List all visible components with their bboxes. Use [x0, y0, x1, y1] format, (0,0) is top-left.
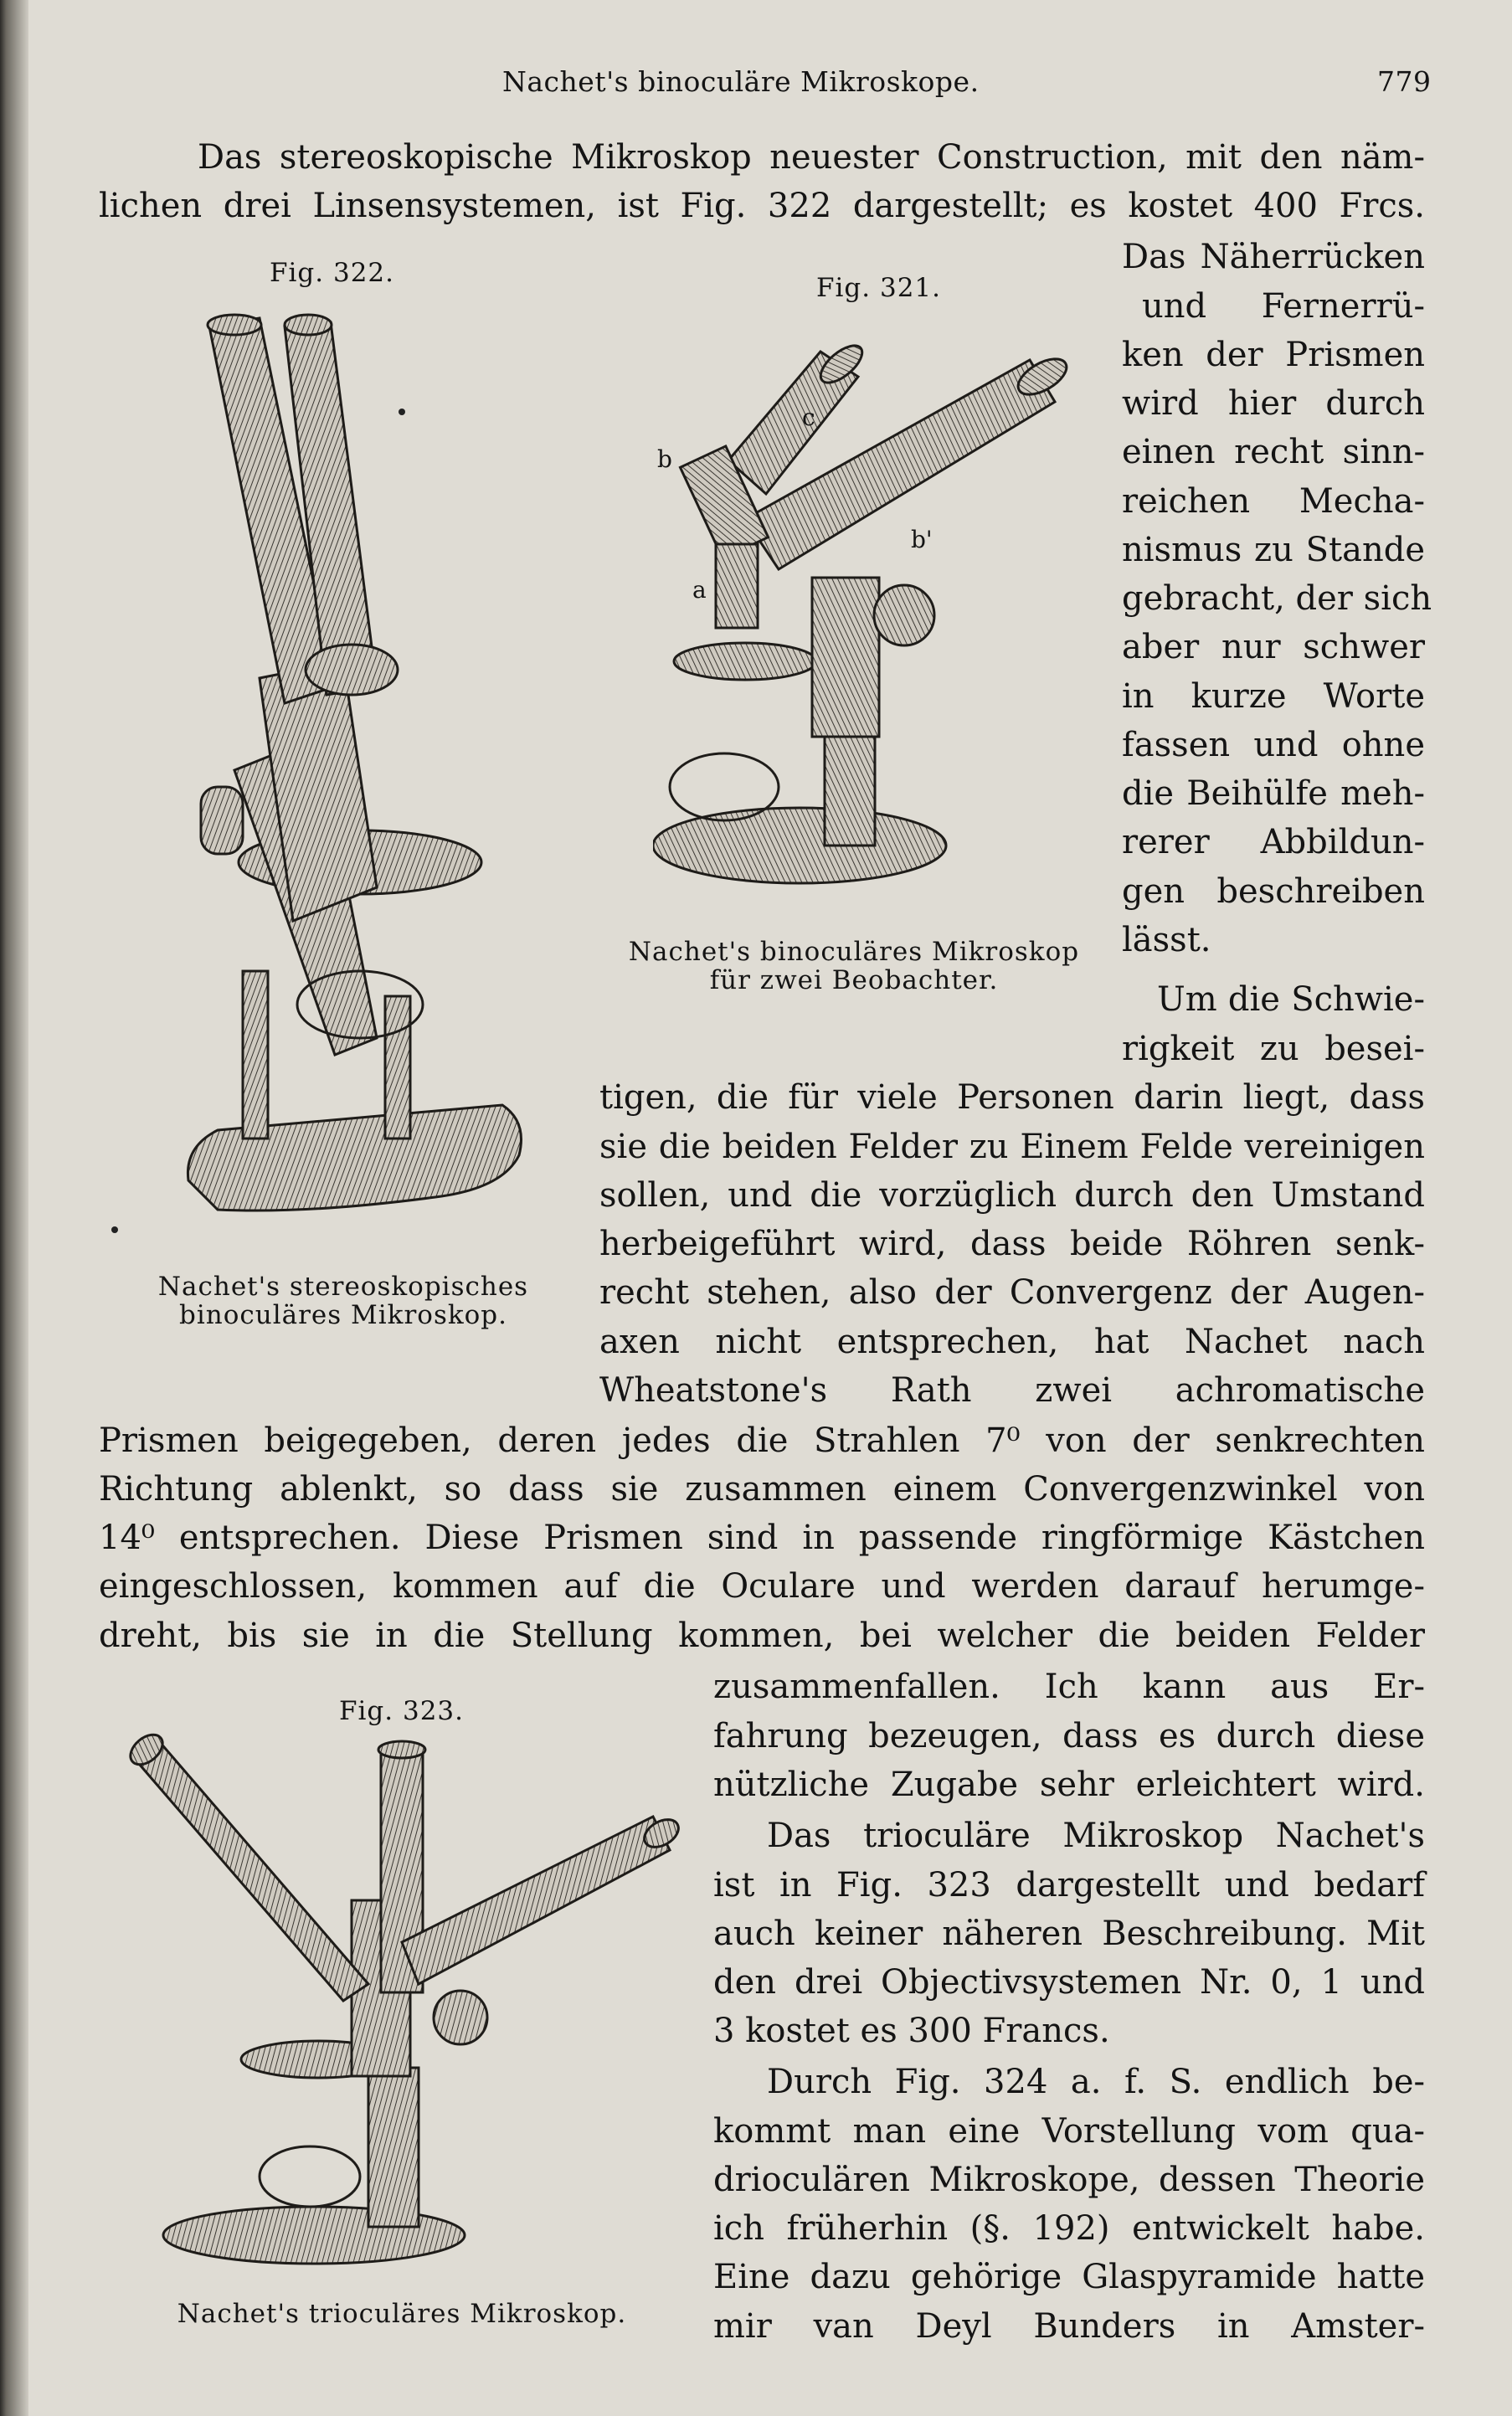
- text-line: einen recht sinn-: [1122, 433, 1425, 471]
- fig-322-caption: [117, 1272, 569, 1329]
- text-line: lichen drei Linsensystemen, ist Fig. 322 dargestellt; es kostet 400 Frcs.: [99, 187, 1425, 225]
- text-line: Das trioculäre Mikroskop Nachet's: [767, 1817, 1425, 1855]
- caption-line: für zwei Beobachter.: [709, 965, 999, 995]
- text-line: fahrung bezeugen, dass es durch diese: [713, 1717, 1425, 1755]
- text-line: Um die Schwie-: [1157, 980, 1425, 1019]
- text-line: tigen, die für viele Personen darin liegt, dass: [599, 1078, 1425, 1117]
- text-line: Wheatstone's Rath zwei achromatische: [599, 1371, 1425, 1410]
- text-line: nismus zu Stande: [1122, 531, 1425, 569]
- page-number: 779: [1377, 65, 1432, 98]
- text-line: Eine dazu gehörige Glaspyramide hatte: [713, 2258, 1425, 2296]
- text-line: den drei Objectivsystemen Nr. 0, 1 und: [713, 1963, 1425, 2002]
- text-line: kommt man eine Vorstellung vom qua-: [713, 2112, 1425, 2151]
- fig-321-letter-a: a: [692, 576, 707, 604]
- text-line: eingeschlossen, kommen auf die Oculare und werden darauf herumge-: [99, 1567, 1425, 1606]
- text-line: Prismen beigegeben, deren jedes die Strahlen 7⁰ von der senkrechten: [99, 1421, 1425, 1460]
- text-line: die Beihülfe meh-: [1122, 774, 1425, 813]
- text-line: und Fernerrü-: [1142, 287, 1425, 326]
- text-line: ist in Fig. 323 dargestellt und bedarf: [713, 1866, 1425, 1905]
- triocular-microscope-drawing: [126, 1733, 687, 2269]
- fig-322-illustration: [184, 301, 536, 1239]
- text-line: ich früherhin (§. 192) entwickelt habe.: [713, 2209, 1425, 2248]
- fig-321-letter-c: c: [802, 404, 815, 431]
- fig-323-illustration: [126, 1733, 687, 2269]
- fig-321-letter-b: b: [657, 445, 672, 473]
- text-line: in kurze Worte: [1122, 677, 1425, 716]
- fig-323-label: Fig. 323.: [339, 1696, 464, 1726]
- running-header-title: Nachet's binoculäre Mikroskope.: [502, 65, 980, 98]
- text-line: wird hier durch: [1122, 384, 1425, 423]
- text-line: reichen Mecha-: [1122, 482, 1425, 521]
- text-line: aber nur schwer: [1122, 628, 1425, 666]
- text-line: nützliche Zugabe sehr erleichtert wird.: [713, 1766, 1425, 1804]
- text-line: herbeigeführt wird, dass beide Röhren senk-: [599, 1225, 1425, 1263]
- fig-321-letter-b-prime: b': [911, 526, 933, 553]
- text-line: gen beschreiben: [1122, 872, 1425, 911]
- caption-line: Nachet's trioculäres Mikroskop.: [177, 2299, 627, 2329]
- speck: [111, 1226, 118, 1233]
- text-line: fassen und ohne: [1122, 726, 1425, 764]
- text-line: 3 kostet es 300 Francs.: [713, 2012, 1110, 2050]
- text-line: ken der Prismen: [1122, 336, 1425, 374]
- text-line: Das stereoskopische Mikroskop neuester Construction, mit den näm-: [198, 138, 1425, 177]
- text-line: mir van Deyl Bunders in Amster-: [713, 2307, 1425, 2346]
- text-line: recht stehen, also der Convergenz der Augen-: [599, 1273, 1425, 1312]
- caption-line: Nachet's binoculäres Mikroskop: [628, 937, 1080, 967]
- text-line: axen nicht entsprechen, hat Nachet nach: [599, 1323, 1425, 1361]
- text-line: lässt.: [1122, 921, 1211, 959]
- text-line: Richtung ablenkt, so dass sie zusammen einem Convergenzwinkel von: [99, 1470, 1425, 1509]
- fig-323-caption: [126, 2300, 678, 2328]
- stereo-microscope-drawing: [184, 301, 536, 1239]
- text-line: sollen, und die vorzüglich durch den Umstand: [599, 1176, 1425, 1215]
- text-line: rerer Abbildun-: [1122, 823, 1425, 861]
- fig-321-label: Fig. 321.: [816, 273, 941, 303]
- text-line: Das Näherrücken: [1122, 238, 1425, 276]
- fig-321-caption: [586, 938, 1122, 995]
- fig-322-label: Fig. 322.: [270, 258, 394, 288]
- text-line: sie die beiden Felder zu Einem Felde vereinigen: [599, 1128, 1425, 1166]
- text-line: dreht, bis sie in die Stellung kommen, bei welcher die beiden Felder: [99, 1617, 1425, 1655]
- text-line: zusammenfallen. Ich kann aus Er-: [713, 1668, 1425, 1706]
- text-line: auch keiner näheren Beschreibung. Mit: [713, 1915, 1425, 1953]
- text-line: 14⁰ entsprechen. Diese Prismen sind in passende ringförmige Kästchen: [99, 1519, 1425, 1557]
- two-observer-microscope-drawing: [653, 326, 1122, 896]
- caption-line: Nachet's stereoskopisches: [157, 1272, 529, 1302]
- text-line: gebracht, der sich: [1122, 579, 1432, 618]
- caption-line: binoculäres Mikroskop.: [178, 1300, 508, 1330]
- fig-321-illustration: [653, 326, 1122, 896]
- text-line: drioculären Mikroskope, dessen Theorie: [713, 2161, 1425, 2199]
- text-line: rigkeit zu besei-: [1122, 1030, 1425, 1068]
- text-line: Durch Fig. 324 a. f. S. endlich be-: [767, 2063, 1425, 2101]
